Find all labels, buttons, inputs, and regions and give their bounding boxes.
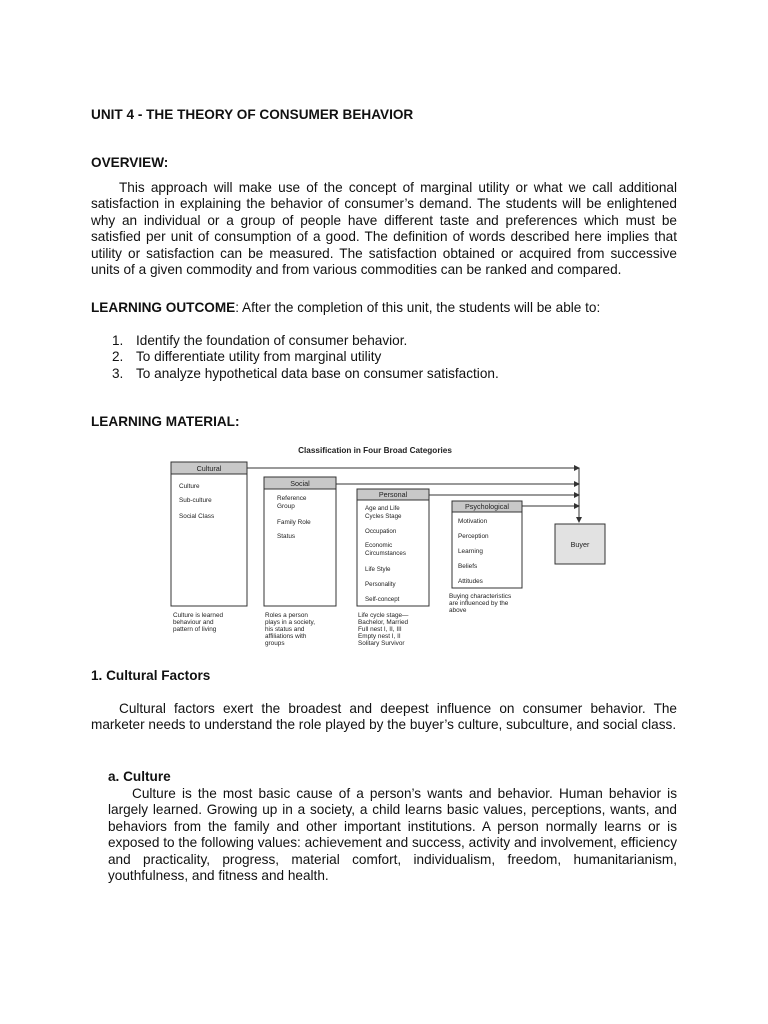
personal-caption: Empty nest I, II <box>358 633 401 640</box>
cultural-caption: Culture is learned <box>173 612 224 619</box>
list-text: To differentiate utility from marginal utility <box>136 349 382 365</box>
list-number: 3. <box>112 365 124 381</box>
learning-material-heading: LEARNING MATERIAL: <box>91 414 240 429</box>
personal-item: Occupation <box>365 528 397 535</box>
personal-item: Life Style <box>365 566 391 573</box>
cultural-factors-paragraph: Cultural factors exert the broadest and deepest influence on consumer behavior. The marketer needs to understand the role played by the buyer’s culture, subculture, and social class. <box>91 701 677 733</box>
list-item <box>112 333 672 349</box>
list-number: 2. <box>112 349 124 365</box>
learning-outcome-label: LEARNING OUTCOME <box>91 300 236 315</box>
social-item: Family Role <box>277 519 311 526</box>
social-item: Reference <box>277 495 307 502</box>
psychological-caption: Buying characteristics <box>449 593 512 600</box>
psychological-item: Attitudes <box>458 578 483 585</box>
social-caption: affiliations with <box>265 633 307 640</box>
personal-item: Personality <box>365 581 396 588</box>
personal-caption: Solitary Survivor <box>358 640 405 647</box>
unit-title: UNIT 4 - THE THEORY OF CONSUMER BEHAVIOR <box>91 107 414 122</box>
personal-caption: Bachelor, Married <box>358 619 409 626</box>
list-text: To analyze hypothetical data base on consumer satisfaction. <box>136 365 499 381</box>
cultural-item: Sub-culture <box>179 497 212 504</box>
list-item <box>112 349 672 365</box>
cultural-header: Cultural <box>196 464 222 473</box>
personal-header: Personal <box>378 490 408 499</box>
personal-item: Cycles Stage <box>365 513 402 520</box>
personal-item: Economic <box>365 542 393 549</box>
cultural-factors-heading: 1. Cultural Factors <box>91 668 211 683</box>
social-item: Status <box>277 533 296 540</box>
outcome-list <box>112 333 672 382</box>
figure-title: Classification in Four Broad Categories <box>298 446 452 455</box>
psychological-caption: above <box>449 607 467 614</box>
social-caption: plays in a society, <box>265 619 315 626</box>
social-header: Social <box>290 479 310 488</box>
list-text: Identify the foundation of consumer behavior. <box>136 333 408 348</box>
psychological-caption: are influenced by the <box>449 600 509 607</box>
buyer-box <box>555 524 605 564</box>
cultural-caption: behaviour and <box>173 619 214 626</box>
personal-box <box>357 489 429 606</box>
cultural-box <box>171 462 247 606</box>
psychological-item: Motivation <box>458 518 488 525</box>
psychological-item: Perception <box>458 533 489 540</box>
learning-outcome <box>91 300 677 316</box>
personal-item: Circumstances <box>365 550 406 557</box>
personal-caption: Full nest I, II, III <box>358 626 402 633</box>
social-box <box>264 477 336 606</box>
social-caption: his status and <box>265 626 305 633</box>
cultural-caption: pattern of living <box>173 626 217 633</box>
social-caption: Roles a person <box>265 612 308 619</box>
psychological-header: Psychological <box>465 502 509 511</box>
culture-paragraph: Culture is the most basic cause of a person’s wants and behavior. Human behavior is largely learned. Growing up in a society, a child learns basic values, perceptions, wants, and behaviors from the family and other important institutions. A person normally learns or is exposed to the following values: achievement and success, activity and involvement, efficiency and practicality, progress, material comfort, individualism, freedom, humanitarianism, youthfulness, and fitness and health. <box>108 786 677 884</box>
personal-item: Self-concept <box>365 596 400 603</box>
classification-figure <box>165 440 590 655</box>
cultural-item: Culture <box>179 483 200 490</box>
list-item <box>112 366 672 382</box>
list-number: 1. <box>112 333 124 348</box>
personal-item: Age and Life <box>365 505 400 512</box>
cultural-item: Social Class <box>179 513 215 520</box>
social-item: Group <box>277 503 295 510</box>
learning-outcome-text: : After the completion of this unit, the students will be able to: <box>235 300 601 315</box>
personal-caption: Life cycle stage— <box>358 612 409 619</box>
buyer-label: Buyer <box>570 540 590 549</box>
overview-paragraph: This approach will make use of the concept of marginal utility or what we call additional satisfaction in explaining the behavior of consumer’s demand. The students will be enlightened why an individual or a group of people have different taste and preferences which must be satisfied per unit of consumption of a good. The definition of words described here implies that utility or satisfaction can be measured. The satisfaction obtained or acquired from successive units of a given commodity and from various commodities can be ranked and compared. <box>91 180 677 278</box>
psychological-box <box>452 501 522 588</box>
social-caption: groups <box>265 640 285 647</box>
culture-heading: a. Culture <box>108 769 171 784</box>
overview-heading: OVERVIEW: <box>91 155 169 170</box>
psychological-item: Learning <box>458 548 483 555</box>
psychological-item: Beliefs <box>458 563 478 570</box>
